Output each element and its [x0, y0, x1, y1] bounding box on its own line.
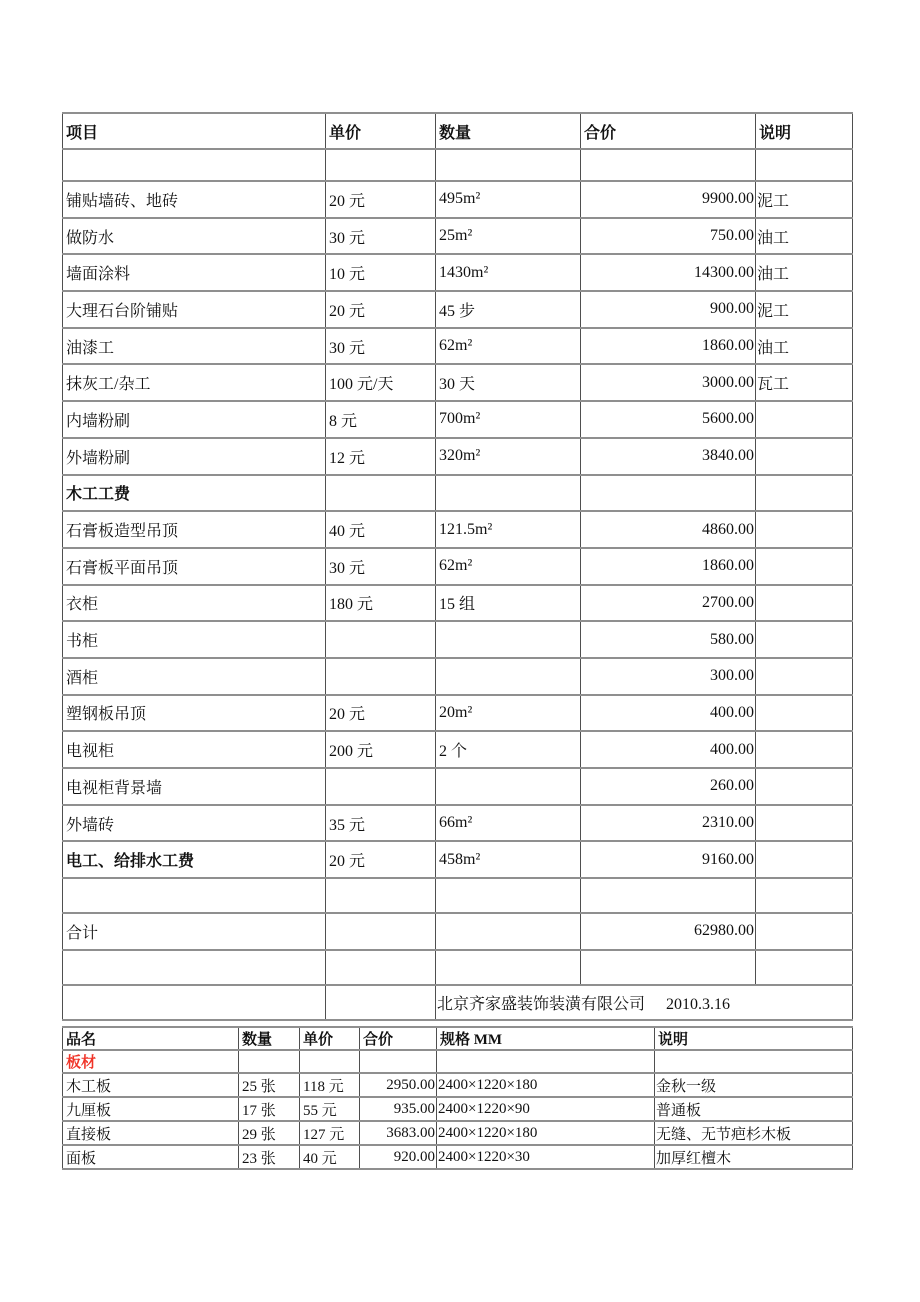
item-cell: 电视柜	[63, 731, 326, 768]
qty-cell: 25 张	[239, 1073, 300, 1097]
note-cell	[756, 768, 853, 805]
note-cell: 普通板	[655, 1097, 853, 1121]
item-cell: 外墙砖	[63, 805, 326, 842]
table-row	[63, 621, 853, 658]
table-row	[63, 401, 853, 438]
total-cell: 300.00	[581, 658, 756, 695]
qty-cell	[436, 658, 581, 695]
grand-total-row	[63, 913, 853, 950]
table-row	[63, 731, 853, 768]
table-row	[63, 585, 853, 622]
qty-cell	[436, 878, 581, 913]
note-cell: 油工	[756, 254, 853, 291]
price-cell: 20 元	[326, 841, 436, 878]
qty-cell	[436, 913, 581, 950]
price-cell: 20 元	[326, 181, 436, 218]
product-name-cell: 木工板	[63, 1073, 239, 1097]
header-total: 合价	[581, 113, 756, 149]
item-cell: 铺贴墙砖、地砖	[63, 181, 326, 218]
qty-cell	[436, 475, 581, 512]
header-quantity: 数量	[436, 113, 581, 149]
note-cell	[756, 475, 853, 512]
total-cell: 920.00	[360, 1145, 437, 1169]
note-cell	[756, 621, 853, 658]
table-row	[63, 149, 853, 181]
note-cell: 无缝、无节疤杉木板	[655, 1121, 853, 1145]
total-label: 合计	[63, 913, 326, 950]
note-cell: 泥工	[756, 181, 853, 218]
company-name: 北京齐家盛装饰装潢有限公司	[437, 995, 646, 1013]
price-cell: 8 元	[326, 401, 436, 438]
total-cell: 935.00	[360, 1097, 437, 1121]
grand-total-value: 62980.00	[581, 913, 756, 950]
qty-cell: 1430m²	[436, 254, 581, 291]
product-name-cell: 面板	[63, 1145, 239, 1169]
item-cell: 书柜	[63, 621, 326, 658]
section-label: 木工工费	[63, 475, 326, 512]
table-row	[63, 511, 853, 548]
company-signature-cell	[436, 985, 853, 1020]
item-cell: 内墙粉刷	[63, 401, 326, 438]
price-cell	[326, 913, 436, 950]
signature-date: 2010.3.16	[666, 995, 731, 1013]
table-row	[63, 658, 853, 695]
total-cell: 400.00	[581, 695, 756, 732]
price-cell: 100 元/天	[326, 364, 436, 401]
price-cell: 30 元	[326, 328, 436, 365]
total-cell: 3000.00	[581, 364, 756, 401]
price-cell	[326, 621, 436, 658]
item-cell	[63, 950, 326, 985]
price-cell	[326, 149, 436, 181]
total-cell: 9900.00	[581, 181, 756, 218]
header-note: 说明	[756, 113, 853, 149]
qty-cell: 30 天	[436, 364, 581, 401]
labor-estimate-table	[62, 112, 853, 1021]
table-row	[63, 1097, 853, 1121]
table-row	[63, 181, 853, 218]
price-cell: 30 元	[326, 548, 436, 585]
note-cell	[756, 805, 853, 842]
note-cell: 油工	[756, 328, 853, 365]
section-row-carpentry	[63, 475, 853, 512]
price-cell	[326, 658, 436, 695]
item-cell: 石膏板造型吊顶	[63, 511, 326, 548]
item-cell: 塑钢板吊顶	[63, 695, 326, 732]
spec-cell	[437, 1050, 655, 1073]
total-cell: 2950.00	[360, 1073, 437, 1097]
total-cell: 4860.00	[581, 511, 756, 548]
qty-cell: 29 张	[239, 1121, 300, 1145]
note-cell	[756, 438, 853, 475]
total-cell: 14300.00	[581, 254, 756, 291]
table-row	[63, 328, 853, 365]
note-cell	[756, 731, 853, 768]
total-cell	[581, 878, 756, 913]
section-label: 板材	[63, 1050, 239, 1073]
item-cell: 外墙粉刷	[63, 438, 326, 475]
table-row	[63, 438, 853, 475]
price-cell	[326, 985, 436, 1020]
total-cell: 2310.00	[581, 805, 756, 842]
price-cell	[326, 475, 436, 512]
price-cell: 118 元	[300, 1073, 360, 1097]
qty-cell: 23 张	[239, 1145, 300, 1169]
note-cell	[756, 950, 853, 985]
qty-cell	[239, 1050, 300, 1073]
total-cell: 750.00	[581, 218, 756, 255]
qty-cell: 62m²	[436, 548, 581, 585]
table-row	[63, 878, 853, 913]
note-cell	[756, 878, 853, 913]
table-row	[63, 254, 853, 291]
price-cell: 20 元	[326, 291, 436, 328]
note-cell: 油工	[756, 218, 853, 255]
table-row	[63, 548, 853, 585]
table-row	[63, 768, 853, 805]
total-cell: 260.00	[581, 768, 756, 805]
total-cell: 900.00	[581, 291, 756, 328]
qty-cell	[436, 768, 581, 805]
qty-cell: 121.5m²	[436, 511, 581, 548]
price-cell: 12 元	[326, 438, 436, 475]
total-cell	[581, 950, 756, 985]
total-cell	[581, 475, 756, 512]
qty-cell: 17 张	[239, 1097, 300, 1121]
qty-cell: 25m²	[436, 218, 581, 255]
table-row	[63, 950, 853, 985]
note-cell	[756, 585, 853, 622]
note-cell: 加厚红檀木	[655, 1145, 853, 1169]
spec-cell: 2400×1220×30	[437, 1145, 655, 1169]
table-header-row	[63, 1027, 853, 1050]
item-cell	[63, 985, 326, 1020]
item-cell: 墙面涂料	[63, 254, 326, 291]
price-cell	[300, 1050, 360, 1073]
total-cell: 400.00	[581, 731, 756, 768]
note-cell	[756, 841, 853, 878]
price-cell: 180 元	[326, 585, 436, 622]
note-cell	[756, 511, 853, 548]
section-row-boards	[63, 1050, 853, 1073]
note-cell	[756, 548, 853, 585]
item-cell: 酒柜	[63, 658, 326, 695]
price-cell: 55 元	[300, 1097, 360, 1121]
price-cell	[326, 878, 436, 913]
total-cell: 3683.00	[360, 1121, 437, 1145]
price-cell: 40 元	[300, 1145, 360, 1169]
spec-cell: 2400×1220×180	[437, 1121, 655, 1145]
item-cell: 电视柜背景墙	[63, 768, 326, 805]
price-cell: 40 元	[326, 511, 436, 548]
qty-cell: 2 个	[436, 731, 581, 768]
note-cell	[756, 913, 853, 950]
header-item: 项目	[63, 113, 326, 149]
qty-cell: 15 组	[436, 585, 581, 622]
price-cell	[326, 768, 436, 805]
header-unit-price: 单价	[326, 113, 436, 149]
table-row	[63, 805, 853, 842]
qty-cell: 700m²	[436, 401, 581, 438]
product-name-cell: 九厘板	[63, 1097, 239, 1121]
item-cell: 油漆工	[63, 328, 326, 365]
header-spec: 规格 MM	[437, 1027, 655, 1050]
table-row	[63, 695, 853, 732]
company-signature-row	[63, 985, 853, 1020]
section-row-electric-plumbing	[63, 841, 853, 878]
price-cell: 127 元	[300, 1121, 360, 1145]
qty-cell	[436, 621, 581, 658]
note-cell	[756, 658, 853, 695]
note-cell	[756, 695, 853, 732]
header-note: 说明	[655, 1027, 853, 1050]
table-header-row	[63, 113, 853, 149]
note-cell: 瓦工	[756, 364, 853, 401]
item-cell	[63, 878, 326, 913]
header-total: 合价	[360, 1027, 437, 1050]
price-cell: 20 元	[326, 695, 436, 732]
table-row	[63, 1073, 853, 1097]
qty-cell: 66m²	[436, 805, 581, 842]
total-cell: 3840.00	[581, 438, 756, 475]
note-cell: 金秋一级	[655, 1073, 853, 1097]
qty-cell	[436, 149, 581, 181]
qty-cell: 320m²	[436, 438, 581, 475]
spec-cell: 2400×1220×90	[437, 1097, 655, 1121]
total-cell	[581, 149, 756, 181]
item-cell: 衣柜	[63, 585, 326, 622]
table-row	[63, 1145, 853, 1169]
total-cell: 580.00	[581, 621, 756, 658]
price-cell: 30 元	[326, 218, 436, 255]
qty-cell: 62m²	[436, 328, 581, 365]
header-product-name: 品名	[63, 1027, 239, 1050]
product-name-cell: 直接板	[63, 1121, 239, 1145]
total-cell: 5600.00	[581, 401, 756, 438]
price-cell: 200 元	[326, 731, 436, 768]
total-cell: 1860.00	[581, 548, 756, 585]
note-cell	[756, 401, 853, 438]
note-cell: 泥工	[756, 291, 853, 328]
qty-cell: 20m²	[436, 695, 581, 732]
table-row	[63, 364, 853, 401]
note-cell	[655, 1050, 853, 1073]
total-cell: 1860.00	[581, 328, 756, 365]
total-cell: 9160.00	[581, 841, 756, 878]
table-row	[63, 1121, 853, 1145]
qty-cell: 45 步	[436, 291, 581, 328]
qty-cell	[436, 950, 581, 985]
item-cell: 石膏板平面吊顶	[63, 548, 326, 585]
table-row	[63, 218, 853, 255]
total-cell	[360, 1050, 437, 1073]
qty-cell: 458m²	[436, 841, 581, 878]
item-cell: 大理石台阶铺贴	[63, 291, 326, 328]
header-quantity: 数量	[239, 1027, 300, 1050]
qty-cell: 495m²	[436, 181, 581, 218]
price-cell: 10 元	[326, 254, 436, 291]
total-cell: 2700.00	[581, 585, 756, 622]
section-label: 电工、给排水工费	[63, 841, 326, 878]
note-cell	[756, 149, 853, 181]
materials-table	[62, 1026, 853, 1170]
item-cell: 抹灰工/杂工	[63, 364, 326, 401]
price-cell: 35 元	[326, 805, 436, 842]
item-cell	[63, 149, 326, 181]
table-row	[63, 291, 853, 328]
spec-cell: 2400×1220×180	[437, 1073, 655, 1097]
item-cell: 做防水	[63, 218, 326, 255]
price-cell	[326, 950, 436, 985]
header-unit-price: 单价	[300, 1027, 360, 1050]
